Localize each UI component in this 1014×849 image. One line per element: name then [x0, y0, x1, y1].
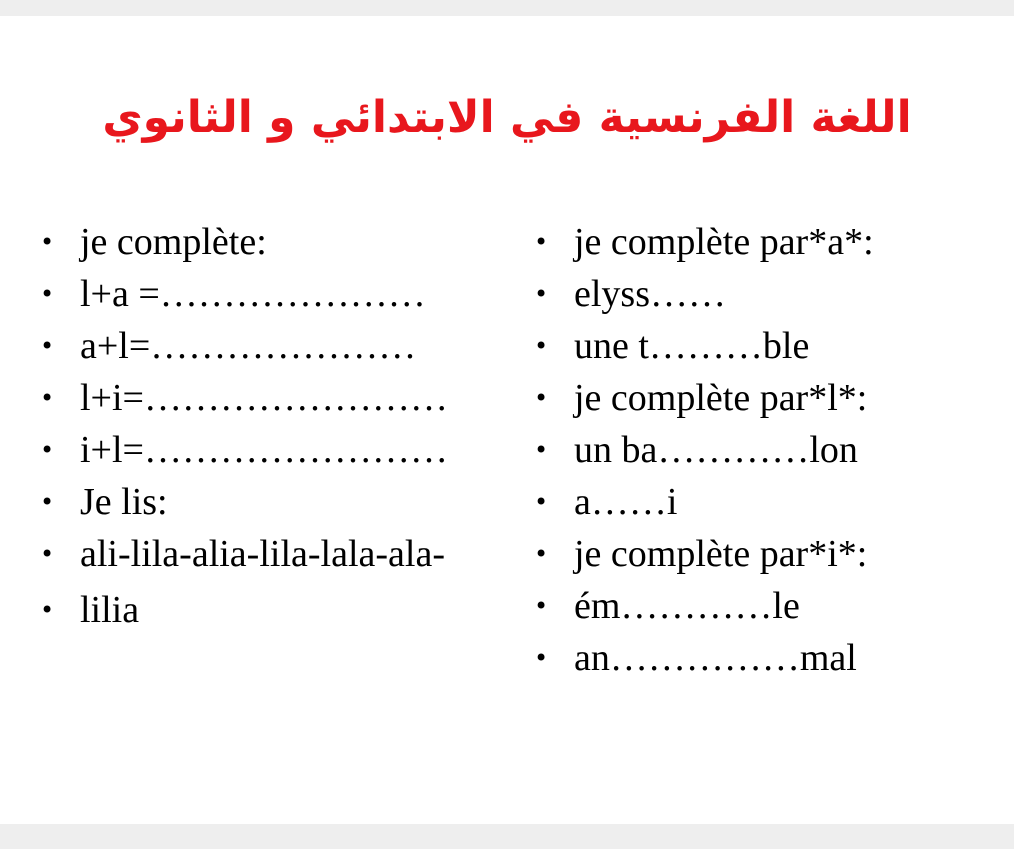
- bullet-icon: •: [534, 228, 549, 256]
- bullet-icon: •: [40, 488, 55, 516]
- item-text: je complète par*i*:: [574, 533, 868, 575]
- bullet-icon: •: [534, 280, 549, 308]
- list-item: [36, 320, 506, 372]
- list-item: [36, 268, 506, 320]
- bullet-icon: •: [40, 596, 55, 624]
- item-text: ali-lila-alia-lila-lala-ala-: [80, 533, 445, 575]
- page-title: اللغة الفرنسية في الابتدائي و الثانوي: [102, 92, 912, 143]
- item-text: i+l=……………………: [80, 429, 448, 471]
- item-text: l+i=……………………: [80, 377, 448, 419]
- bullet-icon: •: [534, 644, 549, 672]
- list-item: [36, 372, 506, 424]
- list-item: [36, 216, 506, 268]
- left-list: [36, 216, 506, 636]
- bullet-icon: •: [40, 384, 55, 412]
- item-text: a+l=…………………: [80, 325, 417, 367]
- list-item: [530, 580, 1000, 632]
- item-text: je complète par*a*:: [574, 221, 874, 263]
- list-item: [36, 424, 506, 476]
- item-text: ém…………le: [574, 585, 800, 627]
- list-item: [530, 320, 1000, 372]
- item-text: elyss……: [574, 273, 726, 315]
- list-item: [530, 528, 1000, 580]
- item-text: Je lis:: [80, 481, 168, 523]
- item-text: je complète:: [80, 221, 267, 263]
- item-text: an……………mal: [574, 637, 857, 679]
- item-text: lilia: [80, 589, 140, 631]
- item-text: je complète par*l*:: [574, 377, 868, 419]
- list-item: [530, 632, 1000, 684]
- bullet-icon: •: [40, 436, 55, 464]
- bullet-icon: •: [40, 228, 55, 256]
- list-item: [530, 424, 1000, 476]
- item-text: l+a =…………………: [80, 273, 426, 315]
- bullet-icon: •: [534, 488, 549, 516]
- list-item: [36, 584, 506, 636]
- list-item: [530, 216, 1000, 268]
- list-item: [36, 476, 506, 528]
- list-item: [530, 268, 1000, 320]
- list-item: [530, 476, 1000, 528]
- list-item: [36, 528, 506, 584]
- bullet-icon: •: [534, 332, 549, 360]
- bullet-icon: •: [534, 592, 549, 620]
- item-text: a……i: [574, 481, 678, 523]
- bullet-icon: •: [40, 280, 55, 308]
- list-item: [530, 372, 1000, 424]
- bullet-icon: •: [40, 332, 55, 360]
- bullet-icon: •: [40, 540, 55, 568]
- item-text: un ba…………lon: [574, 429, 858, 471]
- item-text: une t………ble: [574, 325, 810, 367]
- right-list: [530, 216, 1000, 684]
- slide: [0, 16, 1014, 824]
- bullet-icon: •: [534, 540, 549, 568]
- bullet-icon: •: [534, 436, 549, 464]
- bullet-icon: •: [534, 384, 549, 412]
